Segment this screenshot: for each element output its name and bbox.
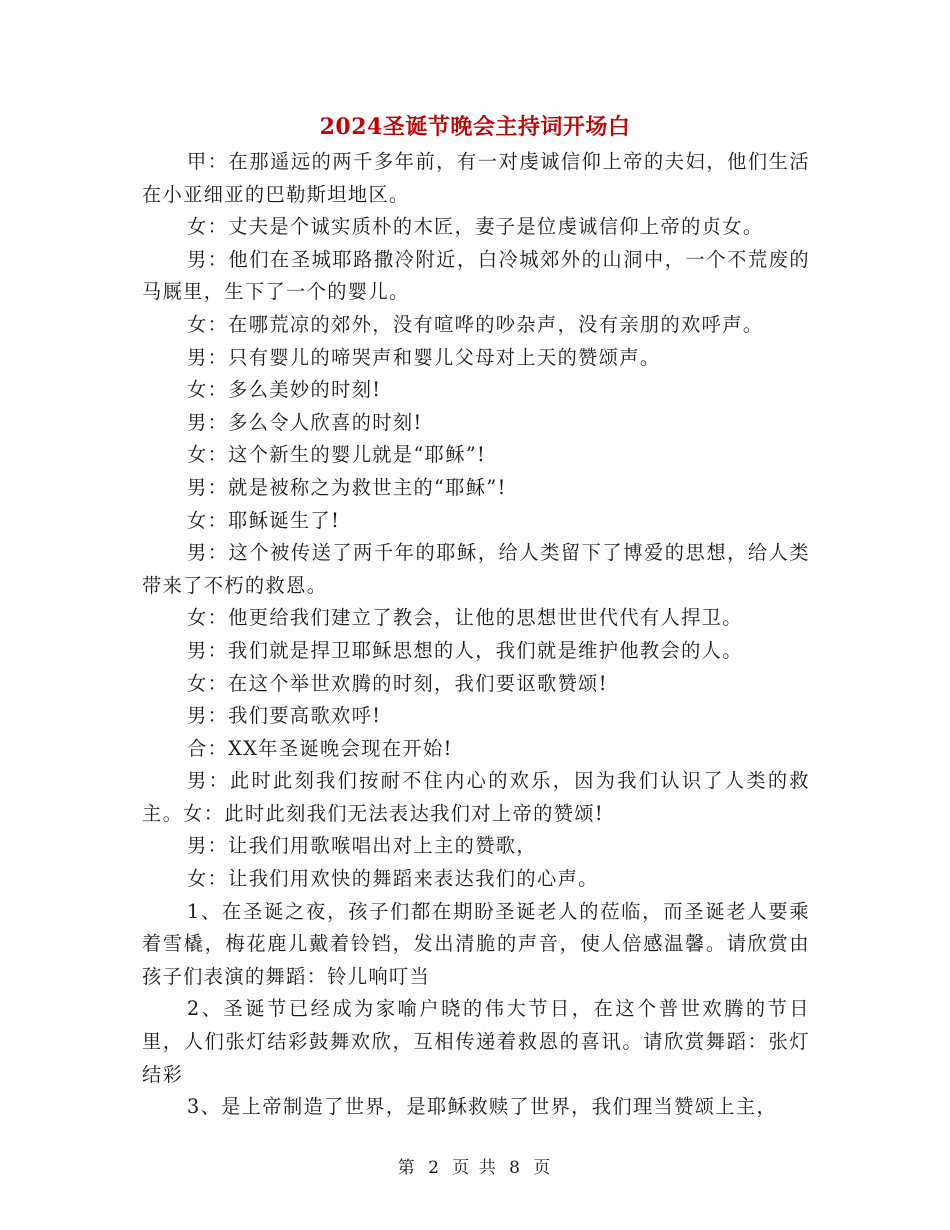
- footer-suffix: 页: [533, 1158, 553, 1178]
- paragraph: 男：这个被传送了两千年的耶稣，给人类留下了博爱的思想，给人类带来了不朽的救恩。: [142, 541, 810, 597]
- paragraph: 男：就是被称之为救世主的“耶稣”!: [187, 475, 507, 499]
- paragraph: 女：耶稣诞生了!: [187, 508, 341, 532]
- paragraph: 2、圣诞节已经成为家喻户晓的伟大节日，在这个普世欢腾的节日里，人们张灯结彩鼓舞欢欣，互相传递着救恩的喜讯。请欣赏舞蹈：张灯结彩: [142, 997, 810, 1086]
- paragraph: 女：多么美妙的时刻!: [187, 378, 382, 402]
- paragraph: 1、在圣诞之夜，孩子们都在期盼圣诞老人的莅临，而圣诞老人要乘着雪橇，梅花鹿儿戴着铃铛，发出清脆的声音，使人倍感温馨。请欣赏由孩子们表演的舞蹈：铃儿响叮当: [142, 899, 810, 988]
- paragraph: 甲：在那遥远的两千多年前，有一对虔诚信仰上帝的夫妇，他们生活在小亚细亚的巴勒斯坦地区。: [142, 150, 810, 206]
- footer-prefix: 第: [397, 1158, 417, 1178]
- paragraph: 男：此时此刻我们按耐不住内心的欢乐，因为我们认识了人类的救主。女：此时此刻我们无法表达我们对上帝的赞颂!: [142, 769, 810, 825]
- paragraph: 女：这个新生的婴儿就是“耶稣”!: [187, 443, 487, 467]
- paragraph: 女：他更给我们建立了教会，让他的思想世世代代有人捍卫。: [187, 606, 743, 630]
- paragraph: 男：只有婴儿的啼哭声和婴儿父母对上天的赞颂声。: [187, 345, 661, 369]
- document-body: [142, 146, 810, 1124]
- paragraph: 女：在这个举世欢腾的时刻，我们要讴歌赞颂!: [187, 671, 608, 695]
- paragraph: 男：我们就是捍卫耶稣思想的人，我们就是维护他教会的人。: [187, 638, 743, 662]
- paragraph: 合：XX年圣诞晚会现在开始!: [187, 736, 453, 760]
- document-title: 2024圣诞节晚会主持词开场白: [319, 114, 631, 140]
- footer-total-pages: 8: [509, 1158, 522, 1178]
- paragraph: 男：多么令人欣喜的时刻!: [187, 410, 423, 434]
- paragraph: 3、是上帝制造了世界，是耶稣救赎了世界，我们理当赞颂上主，: [187, 1095, 778, 1119]
- paragraph: 女：让我们用欢快的舞蹈来表达我们的心声。: [187, 867, 599, 891]
- paragraph: 女：丈夫是个诚实质朴的木匠，妻子是位虔诚信仰上帝的贞女。: [187, 215, 764, 239]
- paragraph: 男：让我们用歌喉唱出对上主的赞歌，: [187, 834, 537, 858]
- paragraph: 男：他们在圣城耶路撒冷附近，白冷城郊外的山洞中，一个不荒废的马厩里，生下了一个的婴儿。: [142, 247, 810, 304]
- paragraph: 男：我们要高歌欢呼!: [187, 704, 382, 728]
- footer-page-number: 2: [428, 1158, 441, 1178]
- footer-middle: 页 共: [452, 1158, 498, 1178]
- paragraph: 女：在哪荒凉的郊外，没有喧哗的吵杂声，没有亲朋的欢呼声。: [187, 312, 764, 336]
- page-footer: [0, 1153, 950, 1178]
